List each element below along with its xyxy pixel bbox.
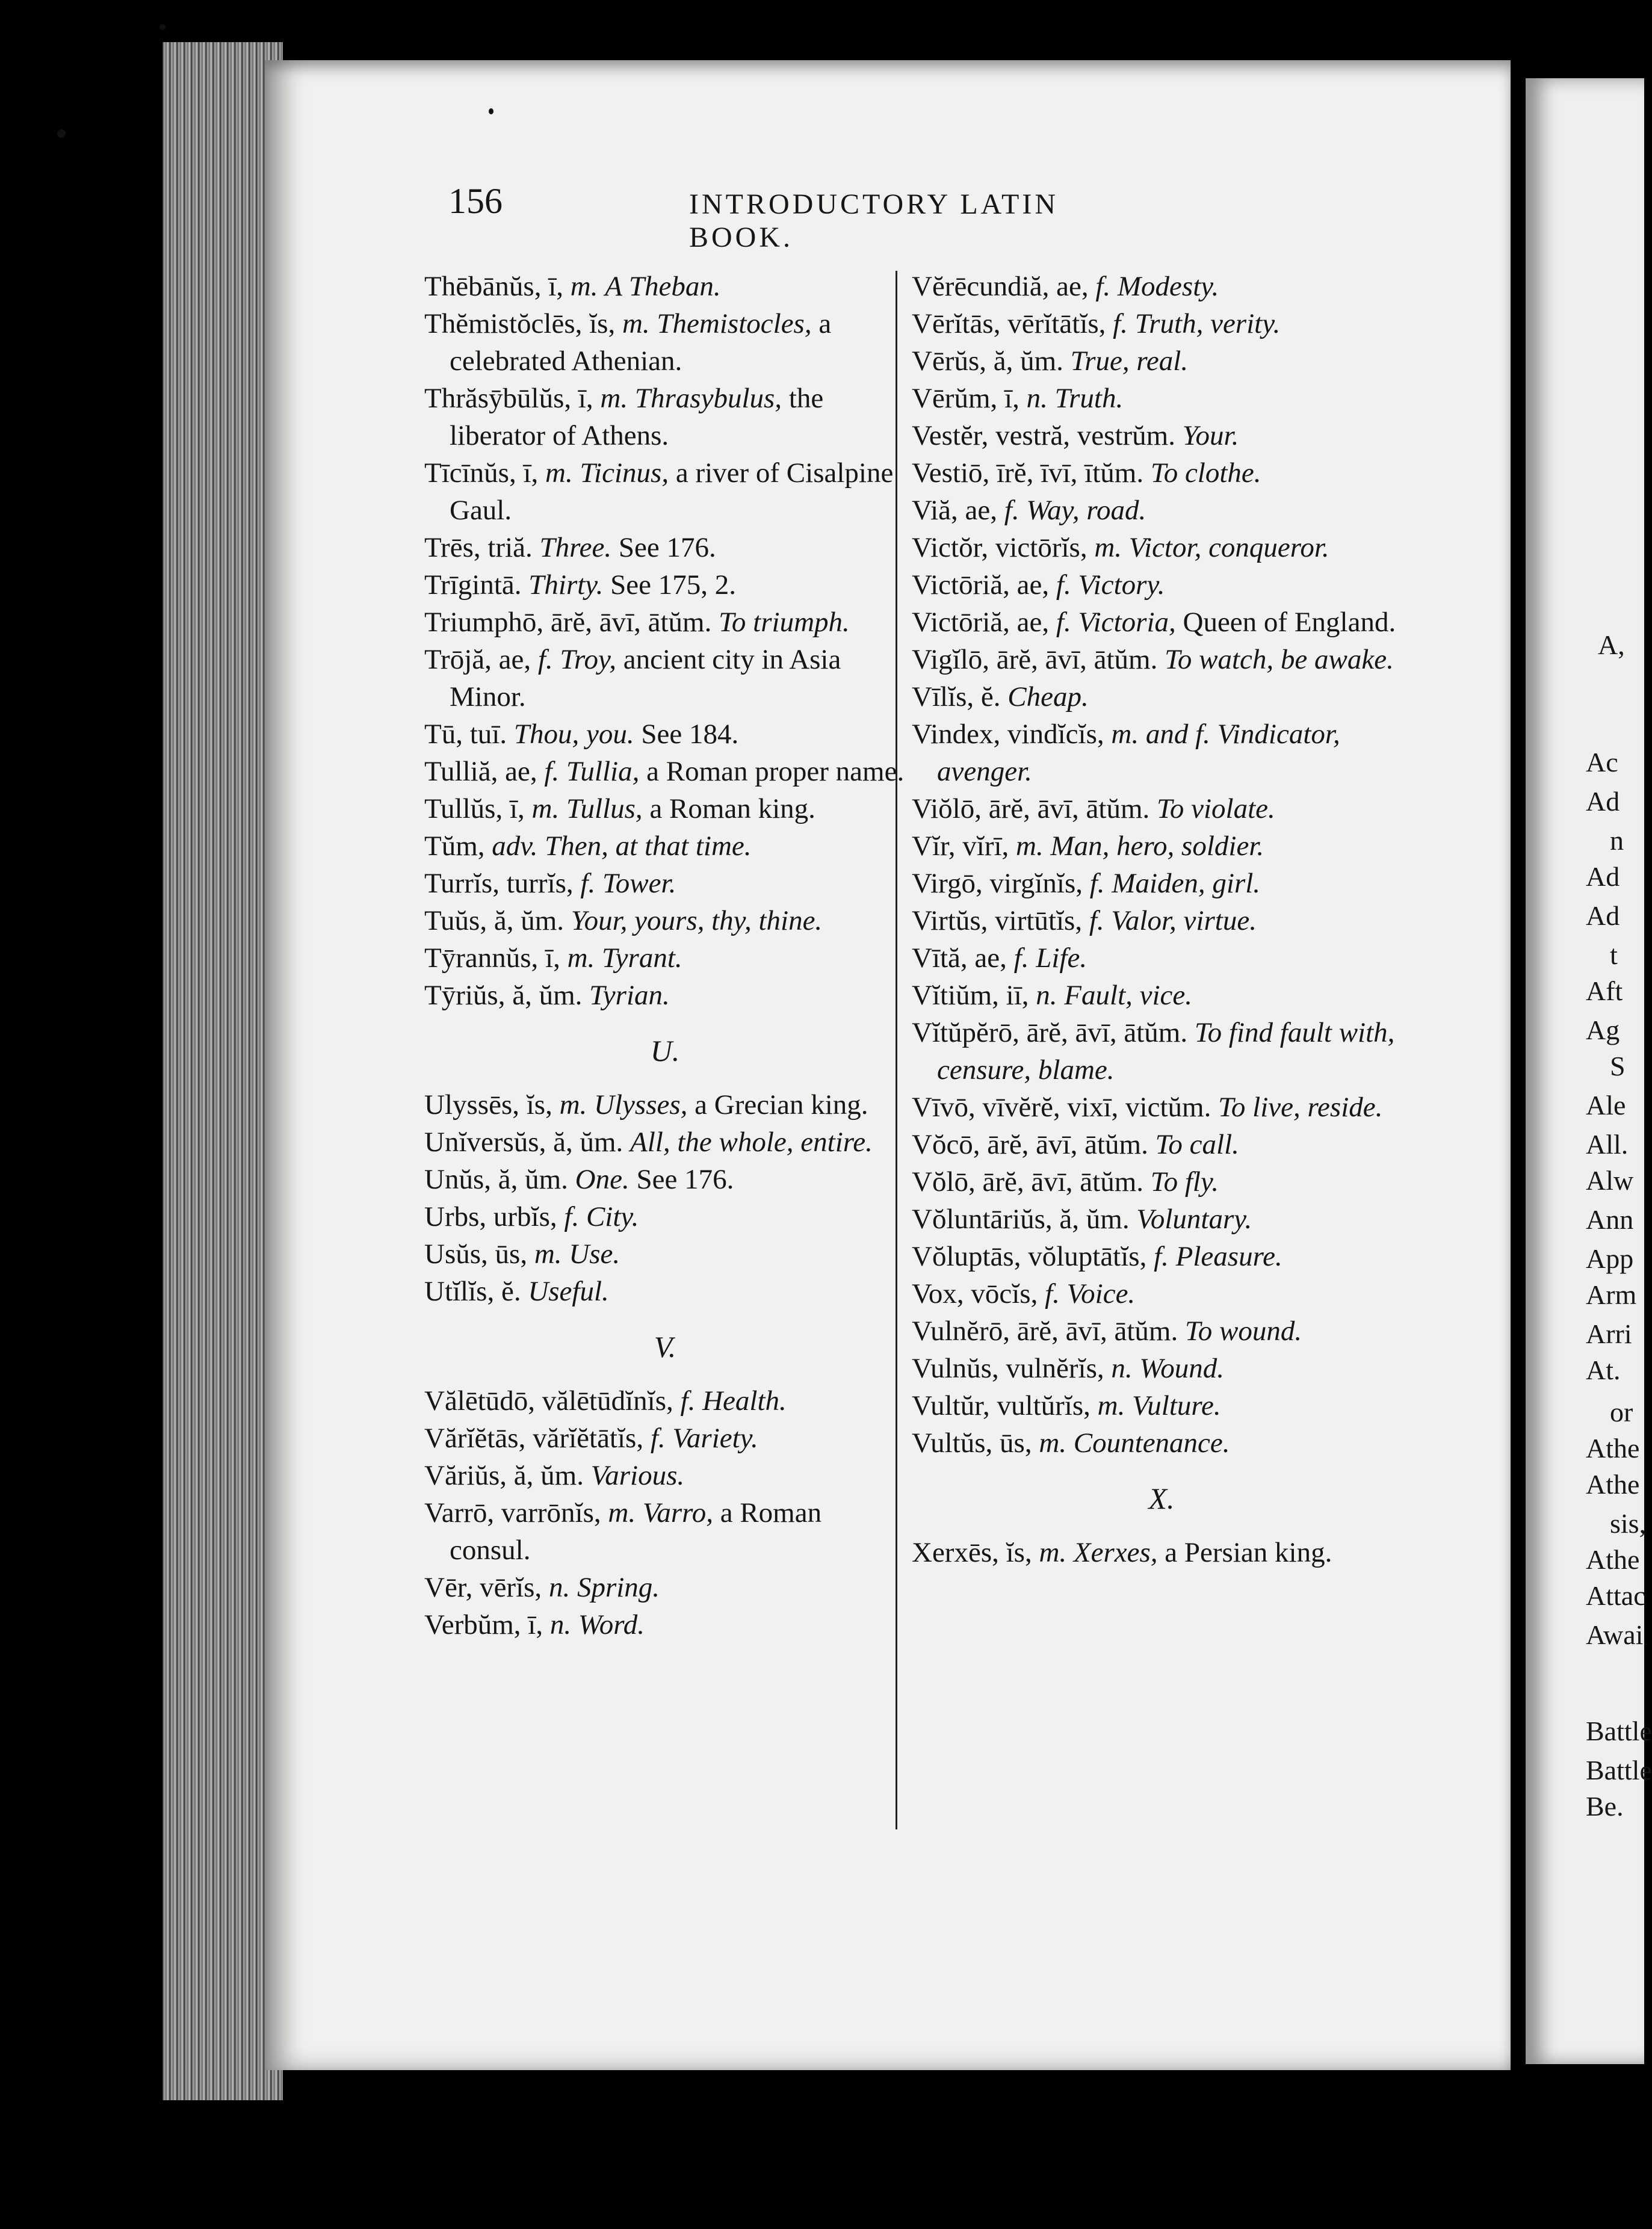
scan-speck: [57, 129, 66, 138]
entry-headword: Virtŭs, virtūtĭs,: [912, 905, 1083, 936]
entry-grammar: f.: [650, 1423, 666, 1454]
facing-page-text: Arri: [1586, 1319, 1632, 1349]
entry-grammar: m.: [534, 1238, 562, 1270]
entry-headword: Vĕrēcundiă, ae,: [912, 271, 1089, 302]
entry-gloss: To wound.: [1184, 1315, 1302, 1347]
entry-headword: Văriŭs, ă, ŭm.: [424, 1460, 584, 1491]
dictionary-entry: [424, 902, 906, 939]
entry-gloss: Truth.: [1054, 383, 1124, 414]
entry-grammar: f.: [1004, 495, 1019, 526]
facing-page-text: A,: [1598, 629, 1625, 660]
entry-grammar: m.: [559, 1089, 587, 1121]
entry-gloss: Tullia,: [566, 756, 640, 787]
dictionary-entry: [424, 1382, 906, 1420]
dictionary-entry: [912, 977, 1411, 1014]
entry-gloss: Tyrian.: [589, 980, 670, 1011]
dictionary-entry: [424, 1124, 906, 1161]
left-column: [424, 268, 906, 1643]
entry-grammar: m.: [622, 308, 650, 339]
entry-grammar: f.: [1154, 1241, 1169, 1272]
entry-grammar: m.: [1016, 830, 1044, 862]
dictionary-entry: [912, 1163, 1411, 1201]
facing-page-text: Ad: [1586, 786, 1620, 817]
dictionary-entry: [912, 827, 1411, 865]
entry-grammar: f.: [1095, 271, 1111, 302]
entry-gloss: Victor, conqueror.: [1128, 532, 1329, 563]
entry-gloss: Troy,: [560, 644, 617, 675]
dictionary-entry: [424, 1569, 906, 1606]
entry-headword: Trēs, triă.: [424, 532, 533, 563]
entry-headword: Triumphō, ārĕ, āvī, ātŭm.: [424, 607, 712, 638]
entry-grammar: n.: [1026, 383, 1048, 414]
entry-gloss: Wound.: [1139, 1353, 1224, 1384]
entry-note: a Roman proper name.: [646, 756, 905, 787]
entry-note: a Roman king.: [649, 793, 815, 824]
entry-note: a Persian king.: [1165, 1537, 1332, 1568]
entry-grammar: m.: [531, 793, 560, 824]
dictionary-entry: [912, 417, 1411, 454]
entry-gloss: Health.: [702, 1385, 787, 1417]
entry-gloss: Man, hero, soldier.: [1050, 830, 1264, 862]
entry-headword: Vestiō, īrĕ, īvī, ītŭm.: [912, 457, 1144, 489]
entry-headword: Vălētūdō, vălētūdĭnĭs,: [424, 1385, 673, 1417]
facing-page-text: S: [1610, 1051, 1626, 1081]
entry-headword: Unŭs, ă, ŭm.: [424, 1164, 568, 1195]
dictionary-entry: [912, 1089, 1411, 1126]
dictionary-entry: [912, 492, 1411, 529]
entry-gloss: Modesty.: [1117, 271, 1219, 302]
dictionary-entry: [424, 1235, 906, 1273]
dictionary-entry: [424, 380, 906, 454]
dictionary-entry: [912, 380, 1411, 417]
entry-headword: Usŭs, ūs,: [424, 1238, 528, 1270]
entry-gloss: Victory.: [1078, 569, 1165, 601]
entry-headword: Vultŭr, vultŭrĭs,: [912, 1390, 1091, 1421]
entry-headword: Turrĭs, turrĭs,: [424, 868, 574, 899]
entry-headword: Ulyssēs, ĭs,: [424, 1089, 552, 1121]
dictionary-entry: [912, 641, 1411, 678]
entry-note: See 176.: [636, 1164, 734, 1195]
entry-gloss: Victoria,: [1078, 607, 1176, 638]
facing-page-text: Attac: [1586, 1580, 1646, 1611]
facing-page-text: Ann: [1586, 1204, 1634, 1235]
entry-headword: Tīcīnŭs, ī,: [424, 457, 539, 489]
facing-page-text: Ad: [1586, 861, 1620, 892]
entry-gloss: True, real.: [1070, 345, 1189, 377]
entry-headword: Tullŭs, ī,: [424, 793, 525, 824]
dictionary-entry: [424, 1273, 906, 1310]
entry-headword: Verbŭm, ī,: [424, 1609, 543, 1640]
entry-gloss: Ulysses,: [594, 1089, 688, 1121]
entry-grammar: n.: [549, 1609, 572, 1640]
facing-page-text: or: [1610, 1397, 1633, 1427]
entry-headword: Trīgintā.: [424, 569, 522, 601]
entry-gloss: To live, reside.: [1218, 1092, 1383, 1123]
dictionary-entry: [424, 604, 906, 641]
entry-gloss: Your.: [1182, 420, 1239, 451]
entry-grammar: m.: [570, 271, 598, 302]
entry-grammar: f.: [1013, 942, 1029, 974]
section-letter-heading: V.: [654, 1330, 676, 1364]
entry-headword: Vŏlō, ārĕ, āvī, ātŭm.: [912, 1166, 1144, 1198]
entry-grammar: m.: [1097, 1390, 1125, 1421]
entry-headword: Vĭtŭpĕrō, ārĕ, āvī, ātŭm.: [912, 1017, 1188, 1048]
entry-gloss: To fly.: [1150, 1166, 1219, 1198]
dictionary-entry: [424, 753, 906, 790]
dictionary-entry: [424, 305, 906, 380]
entry-grammar: n.: [548, 1572, 571, 1603]
entry-gloss: Countenance.: [1073, 1427, 1230, 1459]
dictionary-entry: [912, 1014, 1411, 1089]
dictionary-entry: [912, 454, 1411, 492]
entry-headword: Thrăsȳbūlŭs, ī,: [424, 383, 593, 414]
entry-headword: Vērŭs, ă, ŭm.: [912, 345, 1063, 377]
dictionary-entry: [912, 865, 1411, 902]
facing-page-text: Arm: [1586, 1279, 1637, 1310]
running-title: INTRODUCTORY LATIN BOOK.: [689, 188, 1059, 253]
dictionary-entry: [424, 1420, 906, 1457]
dictionary-entry: [424, 1494, 906, 1569]
entry-gloss: To watch, be awake.: [1165, 644, 1394, 675]
dictionary-entry: [424, 977, 906, 1014]
entry-grammar: m.: [1039, 1427, 1067, 1459]
facing-page-text: At.: [1586, 1355, 1621, 1385]
entry-grammar: f.: [537, 644, 553, 675]
entry-headword: Vīlĭs, ĕ.: [912, 681, 1001, 713]
dictionary-entry: [912, 1424, 1411, 1462]
facing-page-text: Alw: [1586, 1165, 1634, 1196]
entry-gloss: Useful.: [528, 1276, 609, 1307]
dictionary-entry: [912, 342, 1411, 380]
entry-headword: Tuŭs, ă, ŭm.: [424, 905, 565, 936]
facing-page-text: All.: [1586, 1129, 1629, 1160]
dictionary-entry: [424, 454, 906, 529]
entry-gloss: Vindicator, avenger.: [937, 719, 1340, 787]
entry-gloss: Life.: [1036, 942, 1087, 974]
entry-headword: Vērŭm, ī,: [912, 383, 1019, 414]
facing-page-text: App: [1586, 1243, 1634, 1274]
entry-grammar: f.: [1089, 905, 1104, 936]
entry-headword: Xerxēs, ĭs,: [912, 1537, 1032, 1568]
entry-grammar: n.: [1036, 980, 1057, 1011]
entry-headword: Vīvō, vīvĕrĕ, vixī, victŭm.: [912, 1092, 1211, 1123]
entry-headword: Vĭr, vĭrī,: [912, 830, 1009, 862]
entry-headword: Thĕmistŏclēs, ĭs,: [424, 308, 616, 339]
dictionary-entry: [912, 566, 1411, 604]
entry-gloss: Thirty.: [528, 569, 604, 601]
dictionary-entry: [424, 1161, 906, 1198]
entry-headword: Vĭtiŭm, iī,: [912, 980, 1029, 1011]
entry-headword: Victŏr, victōrĭs,: [912, 532, 1087, 563]
entry-note: a river of Cisalpine Gaul.: [450, 457, 894, 526]
dictionary-entry: [912, 1238, 1411, 1275]
dictionary-entry: [424, 1606, 906, 1643]
entry-gloss: To violate.: [1157, 793, 1275, 824]
entry-headword: Vestĕr, vestră, vestrŭm.: [912, 420, 1175, 451]
section-letter-heading: X.: [1148, 1482, 1175, 1515]
entry-gloss: Tyrant.: [602, 942, 682, 974]
entry-headword: Urbs, urbĭs,: [424, 1201, 557, 1232]
entry-headword: Viă, ae,: [912, 495, 998, 526]
entry-gloss: To clothe.: [1150, 457, 1261, 489]
dictionary-entry: [424, 566, 906, 604]
entry-gloss: To call.: [1155, 1129, 1239, 1160]
dictionary-entry: [424, 641, 906, 716]
entry-gloss: Way, road.: [1026, 495, 1146, 526]
entry-headword: Vēr, vērĭs,: [424, 1572, 542, 1603]
dictionary-entry: [912, 939, 1411, 977]
entry-grammar: m.: [600, 383, 628, 414]
entry-note: Queen of England.: [1183, 607, 1396, 638]
entry-headword: Varrō, varrōnĭs,: [424, 1497, 601, 1529]
entry-headword: Unĭversŭs, ă, ŭm.: [424, 1127, 623, 1158]
entry-gloss: Your, yours, thy, thine.: [571, 905, 823, 936]
entry-headword: Vărĭĕtās, vărĭĕtātĭs,: [424, 1423, 644, 1454]
entry-gloss: Xerxes,: [1073, 1537, 1158, 1568]
dictionary-entry: [424, 790, 906, 827]
entry-grammar: f.: [1113, 308, 1128, 339]
entry-gloss: Voluntary.: [1136, 1204, 1252, 1235]
facing-page-text: Battle: [1586, 1755, 1652, 1785]
entry-grammar: m. and f.: [1111, 719, 1210, 750]
facing-page-text: Athe: [1586, 1544, 1640, 1575]
entry-headword: Vītă, ae,: [912, 942, 1007, 974]
entry-headword: Vulnĕrō, ārĕ, āvī, ātŭm.: [912, 1315, 1178, 1347]
entry-headword: Vindex, vindĭcĭs,: [912, 719, 1104, 750]
page-header: [448, 181, 1159, 253]
entry-gloss: Valor, virtue.: [1111, 905, 1257, 936]
facing-page-text: Aft: [1586, 975, 1623, 1006]
entry-grammar: m.: [1094, 532, 1122, 563]
dictionary-entry: [912, 902, 1411, 939]
facing-page-text: Battle: [1586, 1716, 1652, 1746]
dictionary-entry: [912, 1201, 1411, 1238]
entry-gloss: City.: [586, 1201, 639, 1232]
entry-grammar: m.: [567, 942, 595, 974]
dictionary-entry: [912, 1126, 1411, 1163]
entry-headword: Tȳriŭs, ă, ŭm.: [424, 980, 583, 1011]
dictionary-entry: [424, 939, 906, 977]
dictionary-entry: [912, 305, 1411, 342]
entry-gloss: A Theban.: [605, 271, 721, 302]
dictionary-entry: [912, 1312, 1411, 1350]
dictionary-entry: [424, 716, 906, 753]
entry-headword: Virgō, virgĭnĭs,: [912, 868, 1083, 899]
entry-gloss: One.: [575, 1164, 630, 1195]
dictionary-entry: [912, 268, 1411, 305]
entry-headword: Vox, vōcĭs,: [912, 1278, 1038, 1309]
entry-gloss: Variety.: [672, 1423, 758, 1454]
dictionary-entry: [912, 1534, 1411, 1571]
facing-page-text: Ag: [1586, 1015, 1620, 1045]
entry-note: a celebrated Athenian.: [450, 308, 832, 377]
entry-headword: Victōriă, ae,: [912, 569, 1050, 601]
entry-headword: Vŏcō, ārĕ, āvī, ātŭm.: [912, 1129, 1148, 1160]
entry-headword: Tȳrannŭs, ī,: [424, 942, 560, 974]
entry-note: the liberator of Athens.: [450, 383, 824, 451]
entry-grammar: f.: [1056, 569, 1071, 601]
entry-grammar: m.: [1039, 1537, 1067, 1568]
entry-gloss: To find fault with, censure, blame.: [937, 1017, 1395, 1086]
dictionary-entry: [912, 1350, 1411, 1387]
entry-headword: Vultŭs, ūs,: [912, 1427, 1032, 1459]
entry-headword: Thēbānŭs, ī,: [424, 271, 564, 302]
facing-page-text: n: [1610, 825, 1624, 856]
entry-headword: Victōriă, ae,: [912, 607, 1050, 638]
entry-grammar: f.: [680, 1385, 696, 1417]
entry-gloss: Various.: [590, 1460, 685, 1491]
entry-gloss: Themistocles,: [657, 308, 812, 339]
facing-page-text: Athe: [1586, 1469, 1640, 1500]
entry-note: a Grecian king.: [695, 1089, 868, 1121]
entry-gloss: Thrasybulus,: [634, 383, 782, 414]
entry-gloss: Truth, verity.: [1134, 308, 1281, 339]
facing-page-text: Awai: [1586, 1619, 1644, 1650]
dictionary-entry: [912, 529, 1411, 566]
page-number: 156: [448, 181, 503, 221]
facing-page-text: Be.: [1586, 1791, 1624, 1822]
dictionary-entry: [424, 529, 906, 566]
entry-grammar: adv.: [492, 830, 538, 862]
entry-gloss: Voice.: [1066, 1278, 1136, 1309]
dictionary-entry: [912, 790, 1411, 827]
entry-headword: Trōjă, ae,: [424, 644, 531, 675]
dictionary-entry: [424, 1457, 906, 1494]
facing-page-text: t: [1610, 939, 1618, 970]
entry-gloss: Tullus,: [566, 793, 643, 824]
section-letter-heading: U.: [650, 1034, 680, 1068]
right-column: [912, 268, 1411, 1571]
entry-gloss: Word.: [578, 1609, 645, 1640]
entry-note: See 184.: [641, 719, 739, 750]
dictionary-entry: [912, 604, 1411, 641]
entry-grammar: n.: [1111, 1353, 1133, 1384]
entry-grammar: f.: [544, 756, 560, 787]
entry-gloss: Fault, vice.: [1064, 980, 1193, 1011]
entry-gloss: Vulture.: [1132, 1390, 1221, 1421]
dictionary-entry: [424, 1086, 906, 1124]
dictionary-entry: [912, 678, 1411, 716]
entry-grammar: m.: [545, 457, 573, 489]
facing-page-text: Ale: [1586, 1090, 1626, 1121]
scan-speck: [159, 24, 166, 30]
entry-headword: Utĭlĭs, ĕ.: [424, 1276, 521, 1307]
entry-headword: Tulliă, ae,: [424, 756, 537, 787]
entry-grammar: f.: [1045, 1278, 1060, 1309]
entry-gloss: Three.: [539, 532, 612, 563]
dictionary-entry: [424, 865, 906, 902]
entry-gloss: Thou, you.: [513, 719, 634, 750]
entry-gloss: Ticinus,: [580, 457, 669, 489]
entry-gloss: Varro,: [642, 1497, 713, 1529]
entry-headword: Tū, tuī.: [424, 719, 507, 750]
entry-grammar: f.: [564, 1201, 580, 1232]
entry-gloss: Tower.: [602, 868, 676, 899]
entry-note: ancient city in Asia Minor.: [450, 644, 841, 713]
dictionary-entry: [424, 1198, 906, 1235]
facing-page-text: Ad: [1586, 900, 1620, 931]
entry-headword: Viŏlō, ārĕ, āvī, ātŭm.: [912, 793, 1150, 824]
entry-gloss: Pleasure.: [1175, 1241, 1282, 1272]
entry-note: a Roman consul.: [450, 1497, 822, 1566]
entry-headword: Vŏluntāriŭs, ă, ŭm.: [912, 1204, 1130, 1235]
dictionary-entry: [912, 1275, 1411, 1312]
entry-gloss: Cheap.: [1007, 681, 1089, 713]
facing-page-fragment: [1526, 78, 1652, 2064]
entry-gloss: To triumph.: [719, 607, 850, 638]
dictionary-entry: [912, 716, 1411, 790]
entry-grammar: f.: [1056, 607, 1071, 638]
facing-page-text: Ac: [1586, 747, 1618, 778]
facing-page-text: sis,: [1610, 1508, 1647, 1539]
entry-grammar: f.: [580, 868, 596, 899]
dictionary-entry: [424, 268, 906, 305]
dictionary-entry: [912, 1387, 1411, 1424]
entry-gloss: Use.: [569, 1238, 620, 1270]
entry-headword: Vŏluptās, vŏluptātĭs,: [912, 1241, 1147, 1272]
entry-headword: Vērĭtās, vērĭtātĭs,: [912, 308, 1106, 339]
facing-page-text: Athe: [1586, 1433, 1640, 1464]
entry-gloss: Maiden, girl.: [1112, 868, 1261, 899]
entry-grammar: m.: [608, 1497, 636, 1529]
entry-grammar: f.: [1089, 868, 1105, 899]
entry-gloss: Spring.: [577, 1572, 660, 1603]
dictionary-entry: [424, 827, 906, 865]
entry-gloss: Then, at that time.: [545, 830, 752, 862]
entry-note: See 175, 2.: [610, 569, 736, 601]
entry-note: See 176.: [618, 532, 716, 563]
entry-headword: Vulnŭs, vulnĕrĭs,: [912, 1353, 1104, 1384]
entry-headword: Tŭm,: [424, 830, 485, 862]
entry-gloss: All, the whole, entire.: [630, 1127, 873, 1158]
print-speck: [489, 108, 493, 114]
entry-headword: Vigĭlō, ārĕ, āvī, ātŭm.: [912, 644, 1158, 675]
